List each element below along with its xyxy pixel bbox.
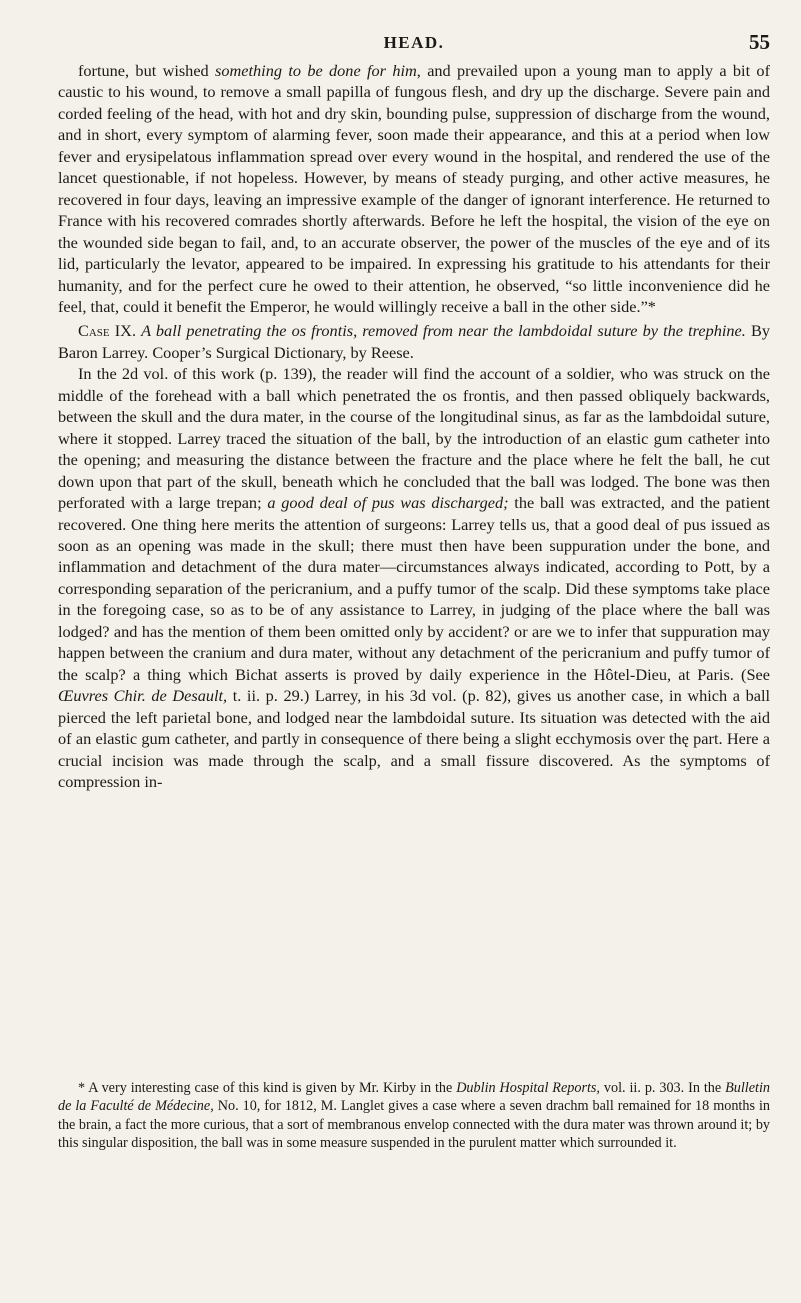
case-heading-paragraph — [58, 320, 770, 363]
italic-text: Bulletin de la Faculté de Médecine, — [58, 1080, 770, 1115]
running-head: HEAD. — [383, 33, 445, 52]
text-run: fortune, but wished — [78, 61, 216, 80]
text-run: t. ii. p. 29.) Larrey, in his 3d vol. (p. 82), gives us another case, in which a ball pierced the left parietal bone, and lodged near the lambdoidal suture. Its situation was detected with the aid of an elastic gum catheter, and partly in consequence of there being a slight ecchymosis over thę part. Here a crucial incision was made through the scalp, and a small fissure discovered. As the symptoms of compression in- — [58, 686, 770, 791]
page-number: 55 — [749, 30, 770, 54]
text-run: * A very interesting case of this kind is given by Mr. Kirby in the — [78, 1080, 457, 1096]
text-run: No. 10, for 1812, M. Langlet gives a case where a seven drachm ball remained for 18 months in the brain, a fact the more curious, that a sort of membranous envelop connected with the dura mater was thrown around it; by this singular disposition, the ball was in some measure suspended in the purulent matter which surrounded it. — [58, 1098, 770, 1151]
italic-text: something to be done for him — [215, 61, 417, 80]
paragraph — [58, 60, 770, 317]
text-run: the ball was extracted, and the patient recovered. One thing here merits the attention of surgeons: Larrey tells us, that a good deal of pus issued as soon as an opening was made in the skull; there must then have been suppuration under the bone, and inflammation and detachment of the dura mater—circumstances always indicated, according to Pott, by a corresponding separation of the pericranium, and a puffy tumor of the scalp. Did these symptoms take place in the foregoing case, so as to be of any assistance to Larrey, in judging of the place where the ball was lodged? and has the mention of them been omitted only by accident? or are we to infer that suppuration may happen between the cranium and dura mater, without any detachment of the pericranium and puffy tumor of the scalp? a thing which Bichat asserts is proved by daily experience in the Hôtel-Dieu, at Paris. (See — [58, 493, 770, 684]
text-run: , and prevailed upon a young man to apply a bit of caustic to his wound, to remove a small papilla of fungous flesh, and dry up the discharge. Severe pain and corded feeling of the head, with hot and dry skin, bounding pulse, suppression of discharge from the wound, and in short, every symptom of alarming fever, soon made their appearance, and this at a period when low fever and erysipelatous inflammation spread over every wound in the hospital, and rendered the use of the lancet questionable, if not hopeless. However, by means of steady purging, and other active measures, he recovered in four days, leaving an impressive example of the danger of ignorant interference. He returned to France with his recovered comrades shortly afterwards. Before he left the hospital, the vision of the eye on the wounded side began to fail, and, to an accurate observer, the power of the muscles of the eye and of its lid, particularly the levator, appeared to be impaired. In expressing his gratitude to his attendants for their humanity, and for the perfect cure he owed to their attention, he observed, “so little inconvenience did he feel, that, could it benefit the Emperor, he would willingly receive a ball in the other side.”* — [58, 61, 770, 316]
page-header — [58, 30, 770, 54]
case-label: Case IX. — [78, 321, 137, 341]
footnote — [58, 1079, 770, 1152]
italic-text: Œuvres Chir. de Desault, — [58, 686, 228, 706]
text-run: By Baron Larrey. Cooper’s Surgical Dictionary, by Reese. — [58, 321, 770, 362]
paragraph — [58, 363, 770, 792]
body-text — [58, 60, 770, 792]
text-run: In the 2d vol. of this work (p. 139), the reader will find the account of a soldier, who was struck on the middle of the forehead with a ball which penetrated the os frontis, and then passed obliquely backwards, between the skull and the dura mater, in the course of the longitudinal sinus, as far as the lambdoidal suture, where it stopped. Larrey traced the situation of the ball, by the introduction of an elastic gum catheter into the opening; and measuring the distance between the fracture and the place where he felt the ball, he cut down upon that part of the skull, beneath which he concluded that the ball was lodged. The bone was then perforated with a large trepan; — [58, 364, 770, 513]
footnotes — [58, 1079, 770, 1152]
italic-text: Dublin Hospital Reports, — [456, 1080, 600, 1096]
text-run: vol. ii. p. 303. In the — [599, 1080, 726, 1096]
italic-text: a good deal of pus was discharged; — [267, 493, 509, 513]
italic-text: A ball penetrating the os frontis, removed from near the lambdoidal suture by the trephine. — [141, 321, 746, 341]
